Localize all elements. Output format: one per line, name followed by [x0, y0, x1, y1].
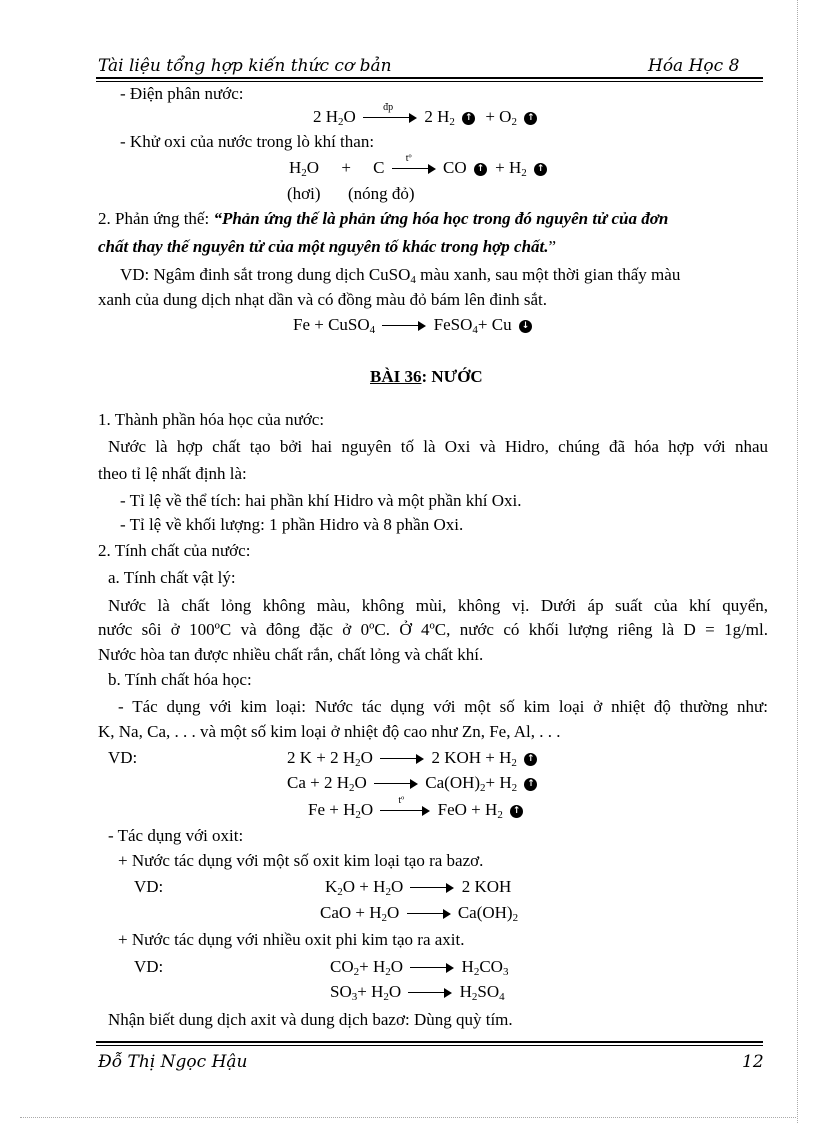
- gas-icon: ↑: [534, 163, 547, 176]
- page-edge-right: [797, 0, 798, 1123]
- substitution-definition-line1: 2. Phản ứng thế: “Phản ứng thế là phản ứng hóa học trong đó nguyên tử của đơn: [98, 209, 669, 228]
- section-1-volume-ratio: - Tỉ lệ về thể tích: hai phần khí Hidro và một phần khí Oxi.: [120, 491, 522, 510]
- nonmetal-oxide-line: + Nước tác dụng với nhiều oxit phi kim tạo ra axit.: [118, 930, 465, 949]
- arrow-icon: [410, 963, 454, 973]
- gas-icon: ↑: [524, 753, 537, 766]
- gas-icon: ↑: [524, 112, 537, 125]
- gas-icon: ↑: [524, 778, 537, 791]
- equation-electrolysis: 2 $H_2O$ đp 2 $H_2$ ↑ + $O_2$ ↑: [313, 107, 537, 127]
- section-2a-heading: a. Tính chất vật lý:: [108, 568, 236, 587]
- equation-sulfuric-acid: $SO_3+ H_2O$ $H_2SO_4$: [330, 982, 505, 1003]
- section-2b-heading: b. Tính chất hóa học:: [108, 670, 252, 689]
- physical-properties-line1: Nước là chất lỏng không màu, không mùi, không vị. Dưới áp suất của khí quyển,: [108, 596, 768, 615]
- metal-reaction-line2: K, Na, Ca, . . . và một số kim loại ở nhiệt độ cao như Zn, Fe, Al, . . .: [98, 722, 561, 741]
- header-rule: [96, 77, 763, 82]
- arrow-icon: [410, 883, 454, 893]
- state-nong-do: (nóng đỏ): [348, 184, 415, 203]
- reduction-label: - Khử oxi của nước trong lò khí than:: [120, 132, 375, 151]
- section-1-mass-ratio: - Tỉ lệ về khối lượng: 1 phần Hidro và 8 phần Oxi.: [120, 515, 464, 534]
- arrow-icon: [407, 909, 451, 919]
- physical-properties-line3: Nước hòa tan được nhiều chất rắn, chất lỏng và chất khí.: [98, 645, 484, 664]
- arrow-icon: [374, 779, 418, 789]
- equation-copper: Fe + CuSO$_4$ FeSO$_4$+ Cu ↓: [293, 315, 532, 335]
- header-right: Hóa Học 8: [648, 56, 740, 76]
- example-label-base: VD:: [134, 877, 164, 896]
- metal-reaction-line1: - Tác dụng với kim loại: Nước tác dụng với một số kim loại ở nhiệt độ thường như:: [118, 697, 768, 716]
- page-edge-bottom: [20, 1117, 796, 1118]
- arrow-icon: [380, 754, 424, 764]
- equation-potassium: 2 K + 2 $H_2O$ 2 KOH + $H_2$ ↑: [287, 748, 537, 768]
- gas-icon: ↑: [474, 163, 487, 176]
- equation-potassium-oxide: $K_2O + H_2O$ 2 KOH: [325, 877, 512, 898]
- state-hoi: (hơi): [287, 184, 321, 203]
- equation-water-gas: $H_2O + C$ tº CO ↑ + $H_2$ ↑: [289, 158, 547, 178]
- indicator-line: Nhận biết dung dịch axit và dung dịch bazơ: Dùng quỳ tím.: [108, 1010, 513, 1029]
- equation-calcium: Ca + 2 $H_2O$ $Ca(OH)_2+ H_2$ ↑: [287, 773, 537, 793]
- example-copper-line1: VD: Ngâm đinh sắt trong dung dịch CuSO$_4$ màu xanh, sau một thời gian thấy màu: [120, 265, 681, 286]
- page-number: 12: [742, 1052, 764, 1072]
- section-1-paragraph-line1: Nước là hợp chất tạo bởi hai nguyên tố là Oxi và Hidro, chúng đã hóa hợp với nhau: [108, 437, 768, 456]
- example-copper-line2: xanh của dung dịch nhạt dần và có đồng màu đỏ bám lên đinh sắt.: [98, 290, 547, 309]
- metal-oxide-line: + Nước tác dụng với một số oxit kim loại tạo ra bazơ.: [118, 851, 484, 870]
- gas-icon: ↑: [462, 112, 475, 125]
- physical-properties-line2: nước sôi ở 100ºC và đông đặc ở 0ºC. Ở 4ºC, nước có khối lượng riêng là D = 1g/ml.: [98, 620, 768, 639]
- precipitate-icon: ↓: [519, 320, 532, 333]
- arrow-icon: đp: [363, 113, 417, 123]
- lesson-title: BÀI 36: NƯỚC: [370, 367, 483, 386]
- equation-carbonic-acid: $CO_2+ H_2O$ $H_2CO_3$: [330, 957, 509, 978]
- gas-icon: ↑: [510, 805, 523, 818]
- equation-iron: $Fe + H_2O$ tº FeO + $H_2$ ↑: [308, 800, 523, 820]
- example-label-metal: VD:: [108, 748, 138, 767]
- arrow-icon: tº: [392, 164, 436, 174]
- arrow-icon: [382, 321, 426, 331]
- equation-calcium-oxide: CaO + $H_2O$ $Ca(OH)_2$: [320, 903, 519, 924]
- section-2-heading: 2. Tính chất của nước:: [98, 541, 251, 560]
- arrow-icon: [408, 988, 452, 998]
- header-left: Tài liệu tổng hợp kiến thức cơ bản: [98, 56, 392, 76]
- section-1-heading: 1. Thành phần hóa học của nước:: [98, 410, 325, 429]
- arrow-icon: tº: [380, 806, 430, 816]
- electrolysis-label: - Điện phân nước:: [120, 84, 244, 103]
- example-label-acid: VD:: [134, 957, 164, 976]
- oxide-heading: - Tác dụng với oxit:: [108, 826, 244, 845]
- substitution-definition-line2: chất thay thế nguyên tử của một nguyên tố khác trong hợp chất.”: [98, 237, 557, 256]
- section-1-paragraph-line2: theo tỉ lệ nhất định là:: [98, 464, 247, 483]
- footer-author: Đỗ Thị Ngọc Hậu: [98, 1052, 248, 1072]
- footer-rule: [96, 1041, 763, 1046]
